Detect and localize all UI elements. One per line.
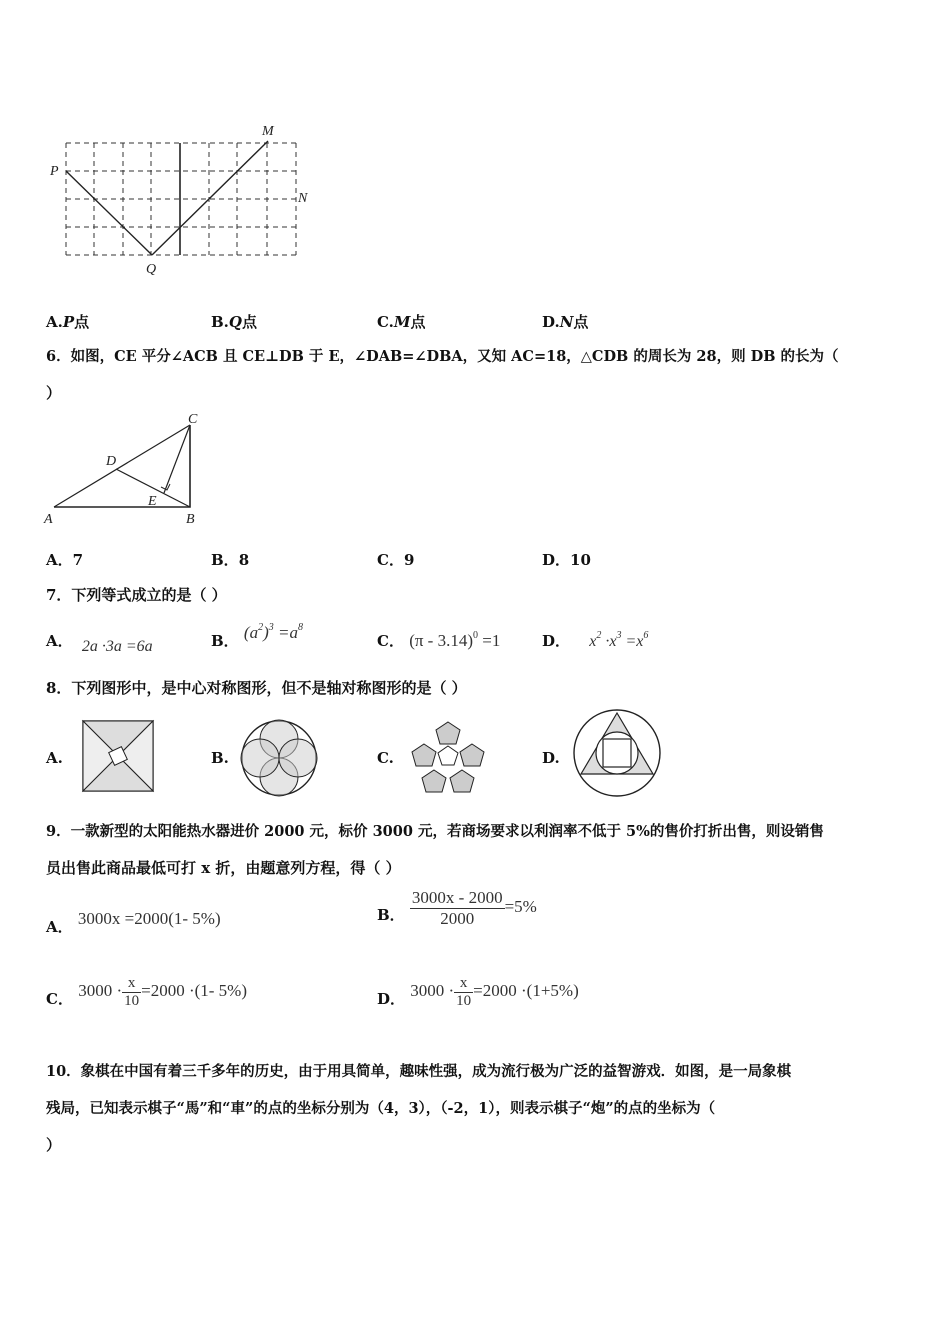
grid-label-n: N: [298, 191, 308, 206]
q7-stem: 7．下列等式成立的是（ ）: [46, 586, 227, 604]
q10-stem-line1: 10．象棋在中国有着三千多年的历史，由于用具简单，趣味性强，成为流行极为广泛的益智游戏．如图，是一局象棋: [46, 1063, 792, 1080]
q9-option-b: B． $\frac{3000x - 2000}{2000}$ =5%: [377, 888, 537, 928]
q7-option-b: B． $(a^2)^3 =a^8$: [211, 622, 303, 650]
q5-option-b: B.Q点: [211, 313, 257, 331]
grid-label-m: M: [262, 124, 274, 139]
tri-label-d: D: [106, 454, 117, 469]
grid-label-q: Q: [146, 262, 157, 277]
q6-option-c: C．9: [377, 551, 415, 569]
q8-option-d: D.: [542, 749, 560, 767]
q8-figure-c: [406, 718, 490, 798]
q9-option-d: D． 3000 · $\frac{x}{10}$ =2000 ·(1+5%): [377, 975, 579, 1009]
q10-stem-line3: ）: [46, 1136, 62, 1154]
q6-option-a: A．7: [46, 551, 84, 569]
tri-label-e: E: [148, 494, 157, 509]
q8-option-b: B.: [211, 749, 229, 767]
q8-figure-d: [572, 708, 662, 798]
q8-option-a: A.: [46, 749, 63, 767]
q8-stem: 8．下列图形中，是中心对称图形，但不是轴对称图形的是（ ）: [46, 679, 467, 697]
q6-option-d: D．10: [542, 551, 591, 569]
q9-stem-line2: 员出售此商品最低可打 x 折，由题意列方程，得（ ）: [46, 859, 401, 877]
q7-option-a: A． 2a ·3a =6a: [46, 632, 153, 655]
grid-figure: [40, 115, 330, 285]
q5-option-d: D.N点: [542, 313, 589, 331]
q7-option-c: C． (π - 3.14)$^0$ =1: [377, 630, 501, 650]
tri-label-a: A: [44, 512, 53, 527]
q5-option-a: A.P点: [46, 313, 90, 331]
tri-label-b: B: [186, 512, 195, 527]
q8-figure-a: [82, 720, 154, 792]
q8-option-c: C.: [377, 749, 394, 767]
tri-label-c: C: [188, 412, 198, 427]
q5-option-c: C.M点: [377, 313, 426, 331]
q9-option-c: C． 3000 · $\frac{x}{10}$ =2000 ·(1- 5%): [46, 975, 248, 1009]
q6-stem-line1: 6．如图，CE 平分∠ACB 且 CE⊥DB 于 E，∠DAB=∠DBA，又知 AC=18，△CDB 的周长为 28，则 DB 的长为（: [46, 348, 839, 365]
q8-figure-b: [240, 719, 318, 797]
q7-option-d: D． $x^2 \cdot x^3 =x^6$: [542, 630, 649, 650]
grid-label-p: P: [50, 164, 59, 179]
q9-stem-line1: 9．一款新型的太阳能热水器进价 2000 元，标价 3000 元，若商场要求以利润率不低于 5%的售价打折出售，则设销售: [46, 823, 824, 840]
triangle-figure: [40, 405, 220, 530]
q10-stem-line2: 残局，已知表示棋子“馬”和“車”的点的坐标分别为（4，3），（-2，1），则表示棋子“炮”的点的坐标为（: [46, 1100, 716, 1117]
q9-option-a: A． 3000x =2000(1- 5%): [46, 909, 221, 936]
q6-option-b: B．8: [211, 551, 250, 569]
q6-stem-line2: ）: [46, 384, 62, 402]
